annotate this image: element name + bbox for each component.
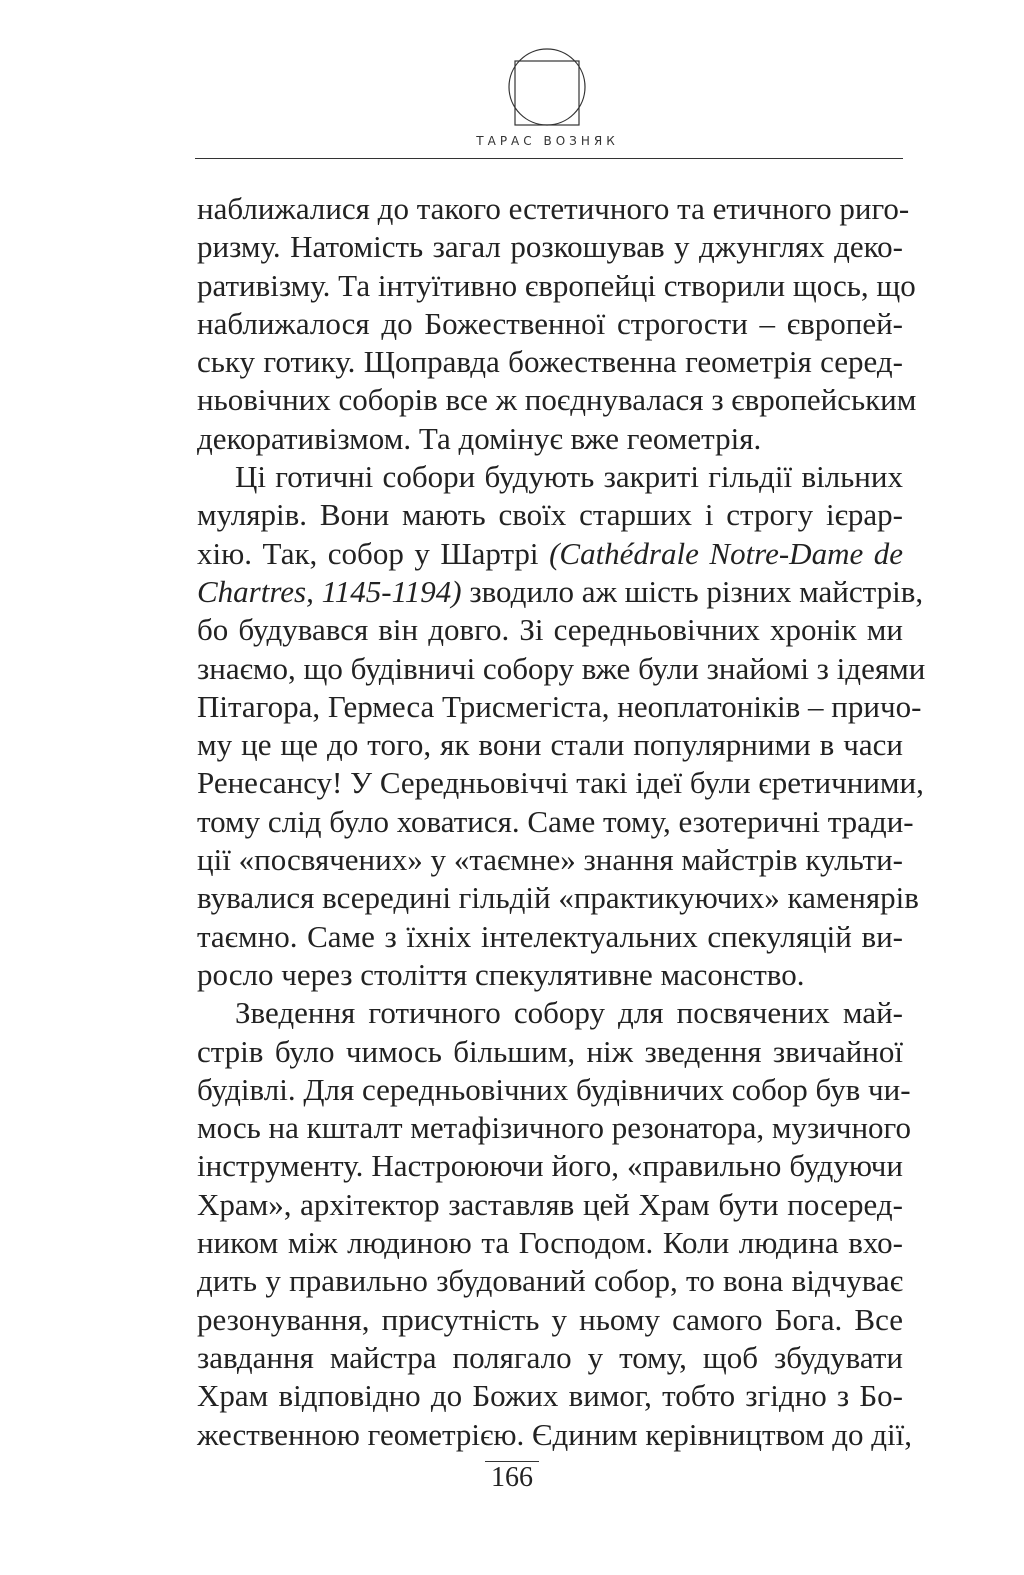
circle-square-logo-icon [507, 47, 587, 127]
italic-citation: (Cathédrale Notre-Dame de [549, 535, 903, 571]
text-line: росло через століття спекулятивне масонство. [197, 956, 805, 992]
page-number [0, 1462, 1024, 1494]
text-line: му це ще до того, як вони стали популярними в часи [197, 727, 903, 763]
page-number-value: 166 [485, 1461, 539, 1493]
text-run: зводило аж шість різних майстрів, [461, 573, 924, 609]
text-line: ративізму. Та інтуїтивно європейці створили щось, що [197, 267, 916, 303]
text-line: декоративізмом. Та домінує вже геометрія. [197, 420, 762, 456]
text-line: Пітагора, Гермеса Трисмегіста, неоплатоніків – причо- [197, 688, 922, 724]
text-line: тому слід було ховатися. Саме тому, езотеричні тради- [197, 803, 914, 839]
text-line: дить у правильно збудований собор, то вона відчуває [197, 1263, 903, 1299]
header-rule [195, 158, 903, 159]
text-line: ції «посвячених» у «таємне» знання майстрів культи- [197, 842, 903, 878]
body-text [197, 190, 926, 1454]
italic-citation: Chartres, 1145-1194) [197, 573, 462, 609]
running-head: ТАРАС ВОЗНЯК [476, 134, 619, 148]
text-line: мось на кшталт метафізичного резонатора, музичного [197, 1110, 911, 1146]
text-line: ньовічних соборів все ж поєднувалася з європейським [197, 382, 917, 418]
text-line: резонування, присутність у ньому самого Бога. Все [197, 1301, 903, 1337]
text-line: мулярів. Вони мають своїх старших і строгу ієрар- [197, 497, 903, 533]
text-line: ником між людиною та Господом. Коли людина вхо- [197, 1225, 903, 1261]
text-line: ризму. Натомість загал розкошував у джунглях деко- [197, 229, 903, 265]
text-line: стрів було чимось більшим, ніж зведення звичайної [197, 1033, 903, 1069]
text-line: Ренесансу! У Середньовіччі такі ідеї були єретичними, [197, 765, 924, 801]
text-line [197, 573, 924, 611]
text-line: будівлі. Для середньовічних будівничих собор був чи- [197, 1071, 911, 1107]
text-line: Храм відповідно до Божих вимог, тобто згідно з Бо- [197, 1378, 903, 1414]
text-line [197, 535, 903, 573]
text-line: Зведення готичного собору для посвячених май- [235, 995, 903, 1031]
text-line: жественною геометрією. Єдиним керівництвом до дії, [197, 1416, 912, 1452]
text-line: таємно. Саме з їхніх інтелектуальних спекуляцій ви- [197, 918, 903, 954]
text-line: Храм», архітектор заставляв цей Храм бути посеред- [197, 1186, 903, 1222]
text-line: наближалося до Божественної строгости – європей- [197, 305, 903, 341]
text-line: Ці готичні собори будують закриті гільдії вільних [235, 459, 903, 495]
text-line: знаємо, що будівничі собору вже були знайомі з ідеями [197, 650, 926, 686]
text-run: хію. Так, собор у Шартрі [197, 535, 550, 571]
text-line: інструменту. Настроюючи його, «правильно будуючи [197, 1148, 903, 1184]
text-line: ську готику. Щоправда божественна геометрія серед- [197, 344, 903, 380]
text-line: завдання майстра полягало у тому, щоб збудувати [197, 1339, 903, 1375]
text-line: наближалися до такого естетичного та етичного риго- [197, 191, 910, 226]
text-line: вувалися всередині гільдій «практикуючих» каменярів [197, 880, 919, 916]
text-line: бо будувався він довго. Зі середньовічних хронік ми [197, 612, 903, 648]
